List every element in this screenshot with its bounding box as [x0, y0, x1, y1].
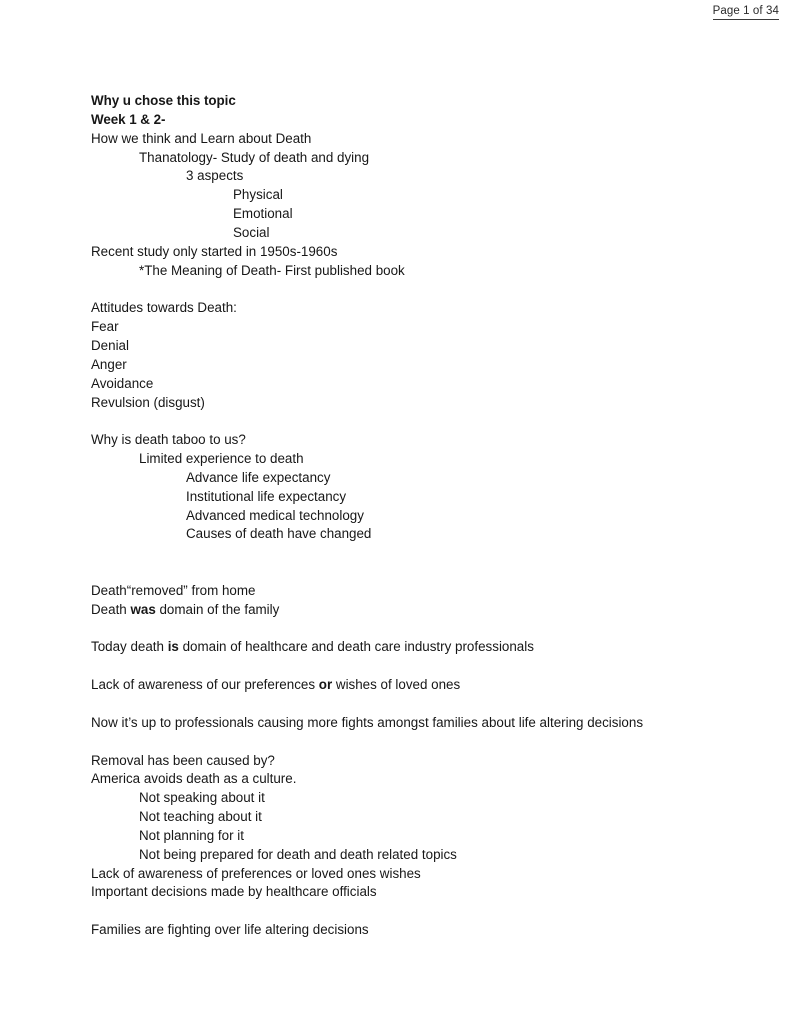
blank-line: [91, 733, 731, 752]
text-line: Not being prepared for death and death related topics: [139, 846, 457, 862]
text-line: Now it’s up to professionals causing more fights amongst families about life altering decisions: [91, 714, 644, 730]
emphasis-word: is: [167, 639, 179, 655]
text-line: Not planning for it: [139, 827, 244, 843]
emphasis-word: or: [318, 677, 333, 693]
page-number-header: [713, 4, 779, 20]
page-number-text: Page 1 of 34: [713, 4, 779, 20]
heading-line: Week 1 & 2-: [91, 111, 166, 127]
text-line: Denial: [91, 337, 129, 353]
text-line: Attitudes towards Death:: [91, 300, 237, 316]
text-line: 3 aspects: [186, 168, 244, 184]
text-line: Advance life expectancy: [186, 469, 331, 485]
heading-line: Why u chose this topic: [91, 93, 236, 108]
text-line: Anger: [91, 356, 127, 372]
text-line: Causes of death have changed: [186, 526, 372, 542]
text-line: Death was domain of the family: [91, 601, 280, 617]
text-line: Emotional: [233, 206, 293, 222]
text-line: Not speaking about it: [139, 790, 265, 806]
text-line: Physical: [233, 187, 283, 203]
blank-line: [91, 412, 731, 431]
document-body: [91, 92, 731, 940]
text-line: Lack of awareness of our preferences or wishes of loved ones: [91, 677, 461, 693]
blank-line: [91, 563, 731, 582]
text-line: Not teaching about it: [139, 809, 262, 825]
text-line: Families are fighting over life altering decisions: [91, 922, 369, 938]
text-line: Recent study only started in 1950s-1960s: [91, 243, 338, 259]
blank-line: [91, 544, 731, 563]
blank-line: [91, 620, 731, 639]
text-line: Why is death taboo to us?: [91, 432, 246, 448]
text-line: Limited experience to death: [139, 451, 304, 467]
blank-line: [91, 280, 731, 299]
text-line: Removal has been caused by?: [91, 752, 275, 768]
text-line: Social: [233, 224, 270, 240]
text-line: Thanatology- Study of death and dying: [139, 149, 370, 165]
text-line: Avoidance: [91, 375, 154, 391]
text-line: Lack of awareness of preferences or loved ones wishes: [91, 865, 421, 881]
blank-line: [91, 657, 731, 676]
text-line: America avoids death as a culture.: [91, 771, 297, 787]
text-line: *The Meaning of Death- First published book: [139, 262, 405, 278]
text-line: Today death is domain of healthcare and death care industry professionals: [91, 639, 534, 655]
blank-line: [91, 902, 731, 921]
text-line: How we think and Learn about Death: [91, 130, 312, 146]
text-line: Institutional life expectancy: [186, 488, 347, 504]
text-line: Revulsion (disgust): [91, 394, 205, 410]
text-line: Fear: [91, 319, 119, 335]
emphasis-word: was: [130, 601, 156, 617]
text-line: Important decisions made by healthcare officials: [91, 884, 377, 900]
text-line: Advanced medical technology: [186, 507, 364, 523]
text-line: Death“removed” from home: [91, 582, 256, 598]
blank-line: [91, 695, 731, 714]
